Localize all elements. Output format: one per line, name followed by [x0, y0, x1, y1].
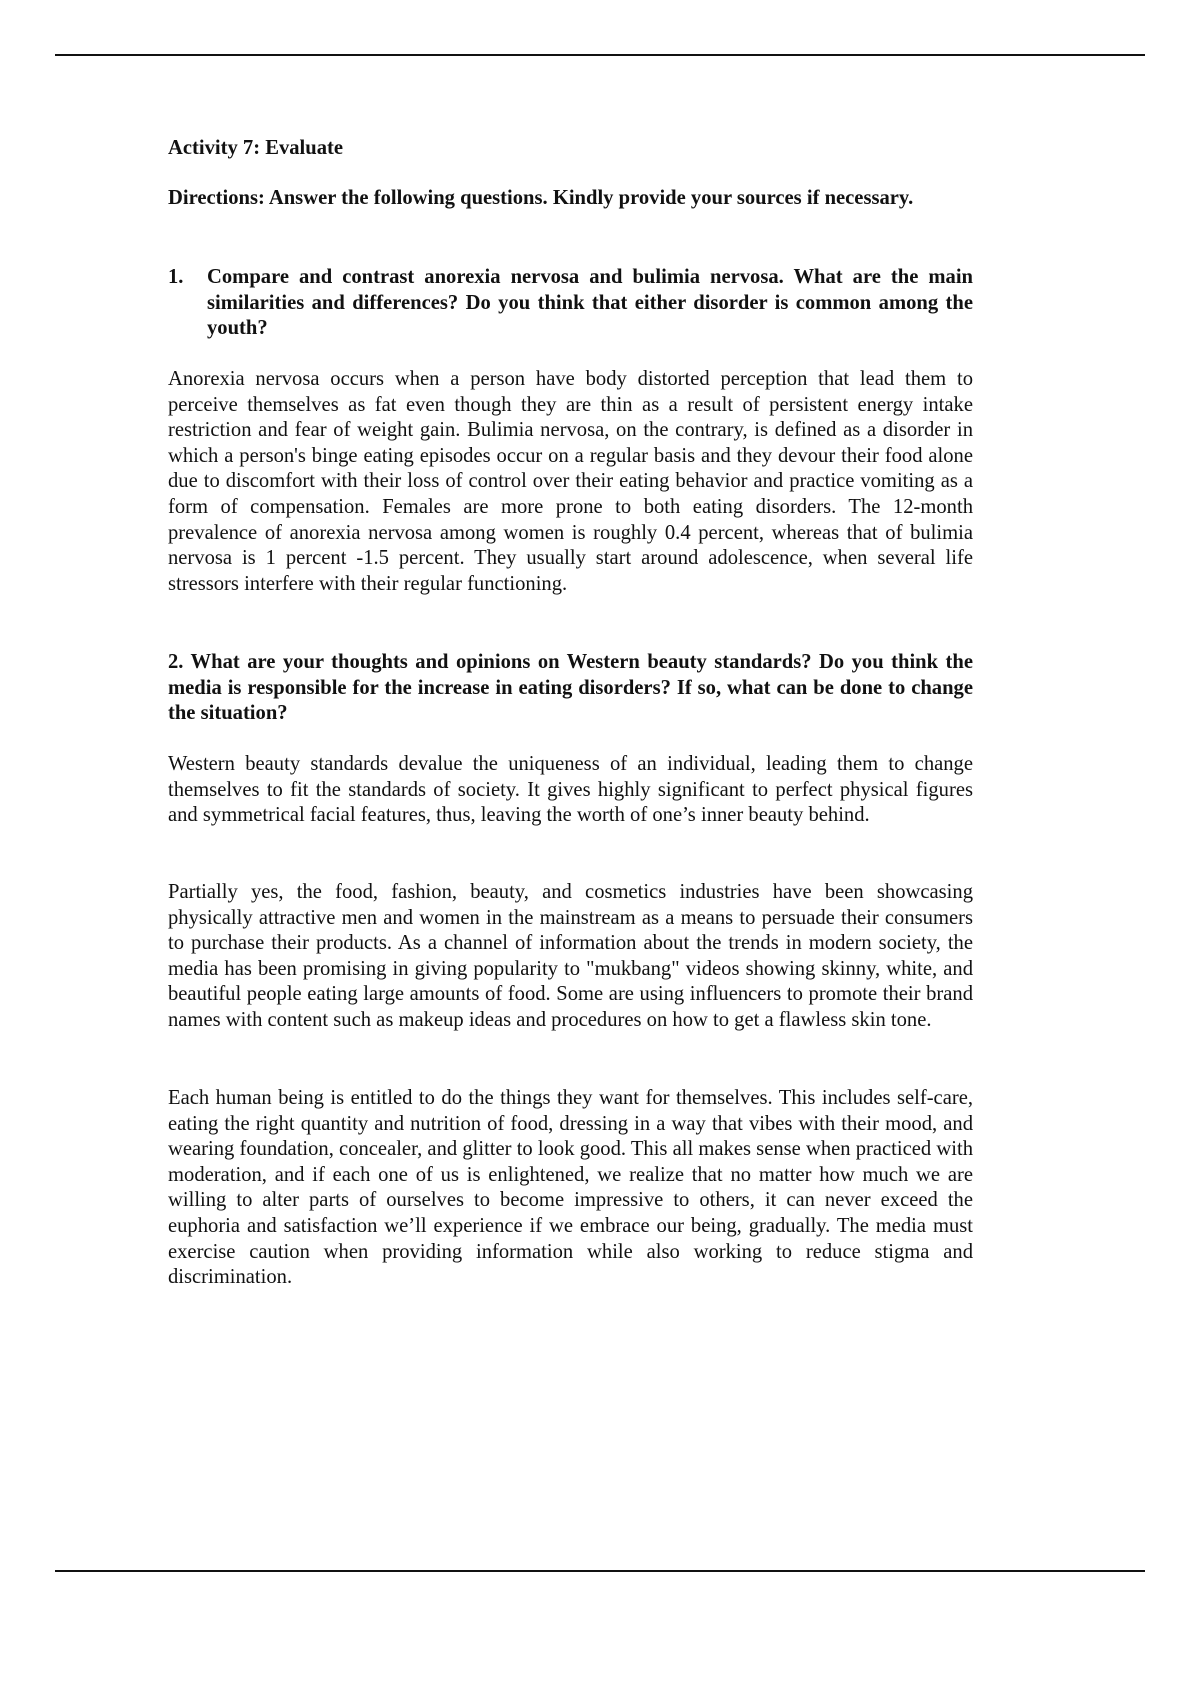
question-2: 2. What are your thoughts and opinions on Western beauty standards? Do you think the media is responsible for the increase in eating disorders? If so, what can be done to change the situation? — [168, 651, 973, 725]
footer-rule — [55, 1570, 1145, 1572]
question-text: Compare and contrast anorexia nervosa and bulimia nervosa. What are the main similarities and differences? Do you think that either disorder is common among the youth? — [207, 266, 973, 340]
header-rule — [55, 54, 1145, 56]
question-number: 1. — [168, 266, 184, 288]
answer-2-paragraph-3: Each human being is entitled to do the things they want for themselves. This includes self-care, eating the right quantity and nutrition of food, dressing in a way that vibes with their mood, and wearing foundation, concealer, and glitter to look good. This all makes sense when practiced with moderation, and if each one of us is enlightened, we realize that no matter how much we are willing to alter parts of ourselves to become impressive to others, it can never exceed the euphoria and satisfaction we’ll experience if we embrace our being, gradually. The media must exercise caution when providing information while also working to reduce stigma and discrimination. — [168, 1087, 973, 1289]
answer-1-paragraph: Anorexia nervosa occurs when a person have body distorted perception that lead them to perceive themselves as fat even though they are thin as a result of persistent energy intake restriction and fear of weight gain. Bulimia nervosa, on the contrary, is defined as a disorder in which a person's binge eating episodes occur on a regular basis and they devour their food alone due to discomfort with their loss of control over their eating behavior and practice vomiting as a form of compensation. Females are more prone to both eating disorders. The 12-month prevalence of anorexia nervosa among women is roughly 0.4 percent, whereas that of bulimia nervosa is 1 percent -1.5 percent. They usually start around adolescence, when several life stressors interfere with their regular functioning. — [168, 368, 973, 595]
activity-title: Activity 7: Evaluate — [168, 137, 344, 159]
question-1 — [168, 265, 973, 342]
directions: Directions: Answer the following questions. Kindly provide your sources if necessary. — [168, 187, 914, 209]
answer-2-paragraph-2: Partially yes, the food, fashion, beauty, and cosmetics industries have been showcasing physically attractive men and women in the mainstream as a means to persuade their consumers to purchase their products. As a channel of information about the trends in modern society, the media has been promising in giving popularity to "mukbang" videos showing skinny, white, and beautiful people eating large amounts of food. Some are using influencers to promote their brand names with content such as makeup ideas and procedures on how to get a flawless skin tone. — [168, 881, 973, 1031]
answer-2-paragraph-1: Western beauty standards devalue the uniqueness of an individual, leading them to change themselves to fit the standards of society. It gives highly significant to perfect physical figures and symmetrical facial features, thus, leaving the worth of one’s inner beauty behind. — [168, 753, 973, 827]
